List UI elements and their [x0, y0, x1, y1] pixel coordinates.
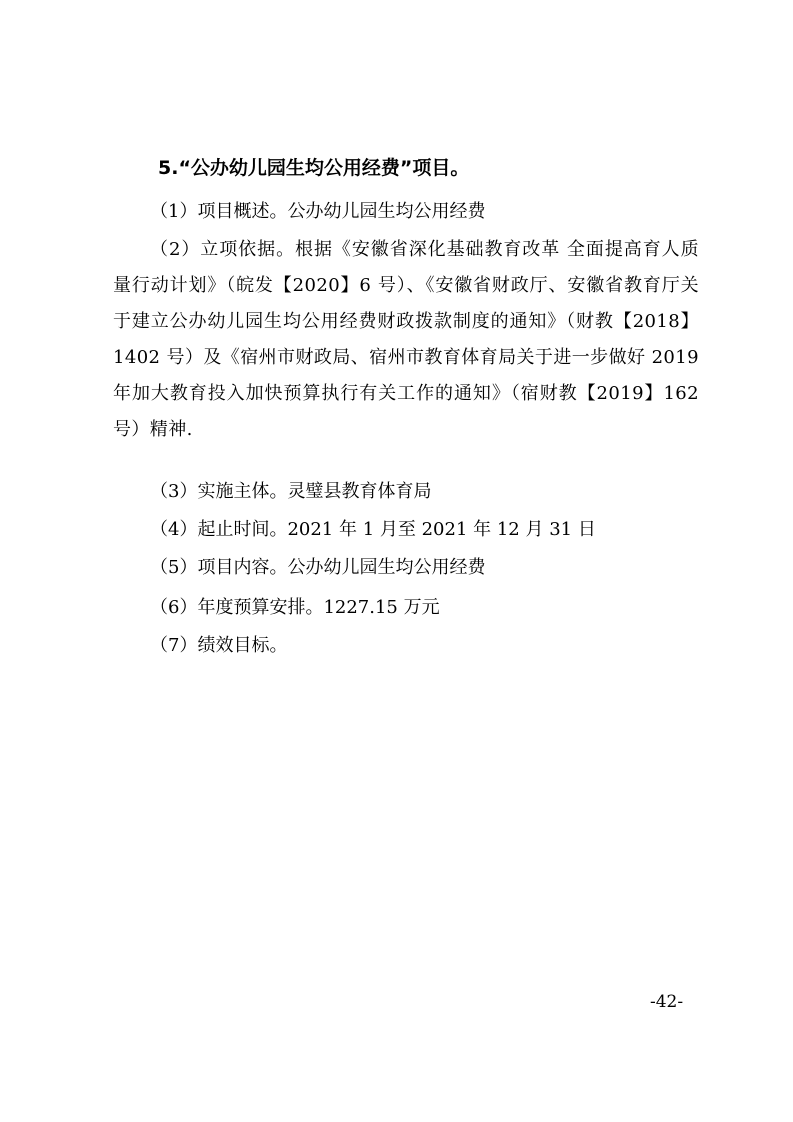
item-project-overview: （1）项目概述。公办幼儿园生均公用经费: [150, 201, 486, 222]
item-annual-budget: （6）年度预算安排。1227.15 万元: [150, 597, 440, 618]
item-project-content: （5）项目内容。公办幼儿园生均公用经费: [150, 557, 486, 578]
item-start-end-time: （4）起止时间。2021 年 1 月至 2021 年 12 月 31 日: [150, 519, 596, 540]
item-project-basis: （2）立项依据。根据《安徽省深化基础教育改革 全面提高育人质量行动计划》（皖发【2020】6 号）、《安徽省财政厅、安徽省教育厅关于建立公办幼儿园生均公用经费财政拨款制度的通知》（财教【2018】1402 号）及《宿州市财政局、宿州市教育体育局关于进一步做好 2019 年加大教育投入加快预算执行有关工作的通知》（宿财教【2019】162 号）精神.: [113, 239, 699, 440]
item-performance-goal: （7）绩效目标。: [150, 635, 288, 656]
section-heading: 5.“公办幼儿园生均公用经费”项目。: [158, 157, 470, 179]
item-implementing-body: （3）实施主体。灵璧县教育体育局: [150, 481, 432, 502]
page-number: -42-: [650, 992, 684, 1012]
